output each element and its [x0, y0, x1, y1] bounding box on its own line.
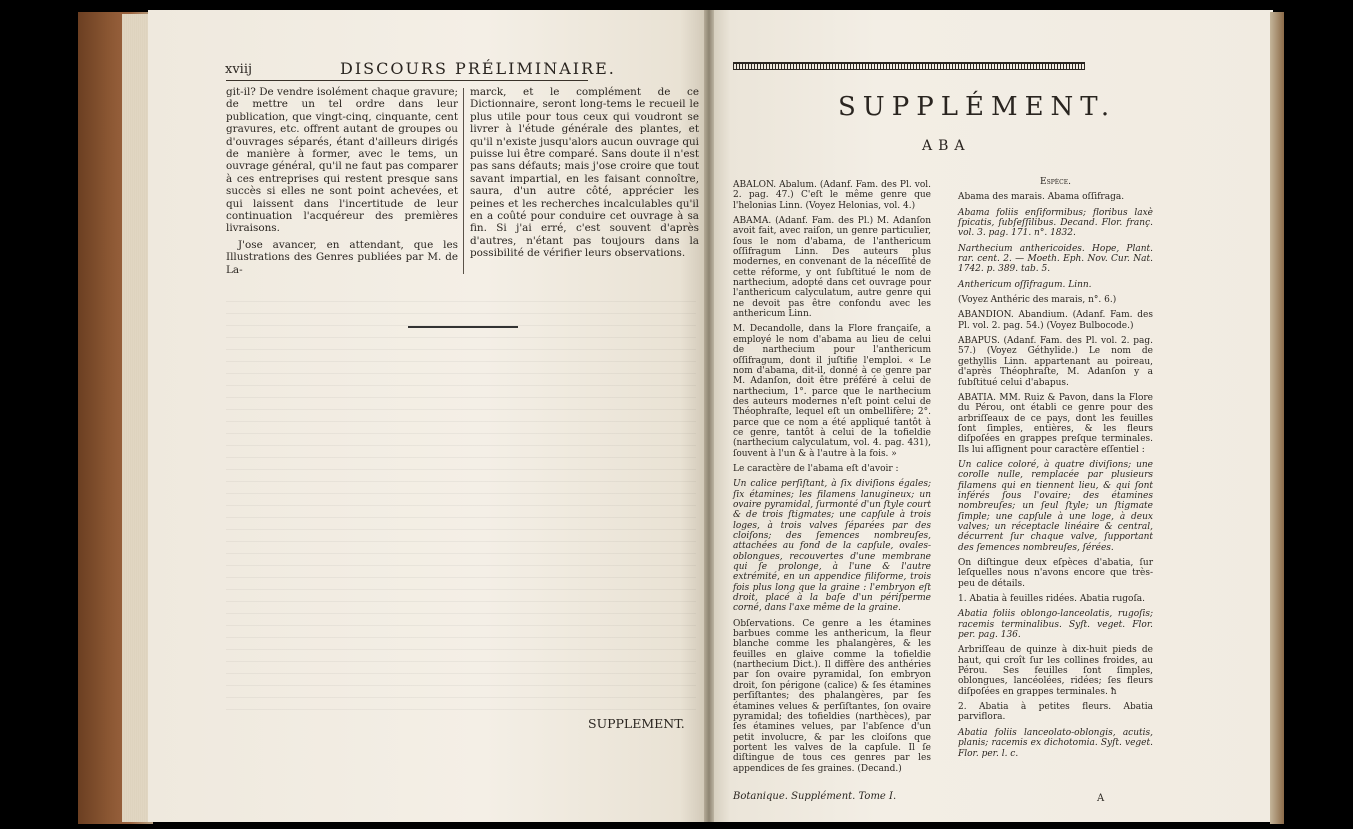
paragraph: 2. Abatia à petites fleurs. Abatia parviflora.	[958, 702, 1153, 723]
left-column-2	[470, 86, 699, 264]
species-heading: Espèce.	[1040, 177, 1071, 187]
paragraph: git-il? De vendre isolément chaque gravure; de mettre un tel ordre dans leur publication, que vingt-cinq, cinquante, cent gravures, etc. offrent autant de groupes ou d'ouvrages séparés, étant d'ailleurs dirigés de manière à former, avec le tems, un ouvrage général, qu'il ne faut pas comparer à ces entreprises qui restent presque sans succès si elles ne sont point achevées, et qui laissent dans l'incertitude de leur continuation l'acquéreur des premières livraisons.	[226, 86, 458, 235]
paragraph: marck, et le complément de ce Dictionnaire, seront long-tems le recueil le plus utile pour tous ceux qui voudront se livrer à l'étude générale des plantes, et qu'il n'existe jusqu'alors aucun ouvrage qui puisse lui être comparé. Sans doute il n'est pas sans défauts; mais j'ose croire que tout savant impartial, en les faisant connoître, saura, d'un autre côté, apprécier les peines et les recherches incalculables qu'il en a coûté pour conduire cet ouvrage à sa fin. Si j'ai erré, c'est souvent d'après d'autres, n'étant pas toujours dans la possibilité de vérifier leurs observations.	[470, 86, 699, 260]
paragraph: Un calice perſiſtant, à ſix diviſions égales; ſix étamines; les filamens lanugineux; un ovaire pyramidal, ſurmonté d'un ſtyle court & de trois ſtigmates; une capſule à trois loges, à trois valves ſéparées par des cloiſons; des ſemences nombreuſes, attachées au fond de la capſule, ovales-oblongues, recouvertes d'une membrane qui ſe prolonge, à l'une & l'autre extrémité, en un appendice filiforme, trois fois plus long que la graine : l'embryon eſt droit, placé à la baſe d'un périſperme corné, dans l'axe même de la graine.	[733, 479, 931, 614]
paragraph: Narthecium anthericoides. Hope, Plant. rar. cent. 2. — Moeth. Eph. Nov. Cur. Nat. 1742. p. 389. tab. 5.	[958, 243, 1153, 275]
paragraph: Le caractère de l'abama eſt d'avoir :	[733, 463, 899, 474]
page-title: SUPPLÉMENT.	[838, 92, 1117, 122]
paragraph: On diſtingue deux eſpèces d'abatia, ſur leſquelles nous n'avons encore que très-peu de détails.	[958, 558, 1153, 589]
entry-abalon: ABALON. Abalum. (Adanf. Fam. des Pl. vol. 2. pag. 47.) C'eſt le même genre que l'helonias Linn. (Voyez Helonias, vol. 4.)	[733, 180, 931, 211]
paragraph: Abatia foliis lanceolato-oblongis, acutis, planis; racemis ex dichotomia. Syſt. veget. Flor. per. l. c.	[958, 727, 1153, 759]
right-column-2	[958, 177, 1153, 764]
section-heading: ABA	[922, 138, 971, 154]
left-column-1	[226, 86, 458, 280]
show-through-text	[226, 290, 696, 710]
paragraph: Abatia foliis oblongo-lanceolatis, rugoſis; racemis terminalibus. Syſt. veget. Flor. per. pag. 136.	[958, 609, 1153, 641]
right-column-1	[733, 180, 931, 779]
signature-mark: A	[1097, 793, 1105, 804]
book-cover-right	[1270, 12, 1284, 824]
catchword: SUPPLEMENT.	[588, 716, 685, 731]
end-rule	[408, 326, 518, 328]
entry-abatia: ABATIA. MM. Ruiz & Pavon, dans la Flore du Pérou, ont établi ce genre pour des arbriſſeaux de ce pays, dont les feuilles ſont ſimples, entières, & les fleurs diſpoſées en grappes preſque terminales. Ils lui aſſignent pour caractère eſſentiel :	[958, 392, 1153, 455]
ornamental-band	[733, 62, 1085, 70]
paragraph: Un calice coloré, à quatre diviſions; une corolle nulle, remplacée par plusieurs filamens qui en tiennent lieu, & qui ſont inférés ſous l'ovaire; des étamines nombreuſes; un ſeul ſtyle; un ſtigmate ſimple; une capſule à une loge, à deux valves; un réceptacle linéaire & central, décurrent ſur chaque valve, ſupportant des ſemences nombreuſes, ſérées.	[958, 459, 1153, 553]
header-rule	[226, 80, 588, 81]
entry-abama: ABAMA. (Adanf. Fam. des Pl.) M. Adanſon avoit fait, avec raiſon, un genre particulier, ſous le nom d'abama, de l'anthericum oſſifragum Linn. Des auteurs plus modernes, en convenant de la néceſſité de cette réforme, y ont ſubſtitué le nom de narthecium, adopté dans cet ouvrage pour l'anthericum calyculatum, autre genre qui ne devoit pas être confondu avec les anthericum Linn.	[733, 216, 931, 320]
paragraph: 1. Abatia à feuilles ridées. Abatia rugoſa.	[958, 594, 1146, 605]
book-spine	[704, 10, 714, 822]
paragraph: J'ose avancer, en attendant, que les Illustrations des Genres publiées par M. de La-	[226, 238, 458, 276]
paragraph: Obſervations. Ce genre a les étamines barbues comme les anthericum, la fleur blanche comme les phalangères, & les feuilles en glaive comme la tofieldie (narthecium Dict.). Il diffère des anthéries par ſon ovaire pyramidal, ſon embryon droit, ſon périgone (calice) & ſes étamines perſiſtantes; des phalangères, par ſes étamines velues & perſiſtantes, ſon ovaire pyramidal; des tofieldies (narthèces), par ſes étamines velues, par l'abſence d'un petit involucre, & par les cloiſons que portent les valves de la capſule. Il ſe diſtingue de tous ces genres par les appendices de ſes graines. (Decand.)	[733, 618, 931, 774]
paragraph: M. Decandolle, dans la Flore françaiſe, a employé le nom d'abama au lieu de celui de narthecium pour l'anthericum oſſifragum, dont il juſtifie l'emploi. « Le nom d'abama, dit-il, donné à ce genre par M. Adanſon, doit être préféré à celui de narthecium, 1°. parce que le narthecium des auteurs modernes n'eſt point celui de Théophraſte, lequel eſt un ombellifère; 2°. parce que ce nom a été appliqué tantôt à ce genre, tantôt à celui de la tofieldie (narthecium calyculatum, vol. 4. pag. 431), ſouvent à l'un & à l'autre à la fois. »	[733, 324, 931, 459]
paragraph: Arbriſſeau de quinze à dix-huit pieds de haut, qui croît ſur les collines froides, au Pérou. Ses feuilles ſont ſimples, oblongues, lancéolées, ridées; ſes fleurs diſpoſées en grappes terminales. ħ	[958, 645, 1153, 697]
paragraph: Abama foliis enſiformibus; floribus laxè ſpicatis, ſubſeſſilibus. Decand. Flor. franç. vol. 3. pag. 171. n°. 1832.	[958, 207, 1153, 239]
page-footer: Botanique. Supplément. Tome I.	[733, 791, 897, 802]
paragraph: (Voyez Anthéric des marais, n°. 6.)	[958, 295, 1117, 306]
paragraph: Anthericum oſſifragum. Linn.	[958, 279, 1092, 290]
paragraph: Abama des marais. Abama oſſifraga.	[958, 192, 1125, 203]
entry-abapus: ABAPUS. (Adanf. Fam. des Pl. vol. 2. pag. 57.) (Voyez Géthylide.) Le nom de gethyllis Linn. appartenant au poireau, d'après Théophraſte, M. Adanſon y a ſubſtitué celui d'abapus.	[958, 336, 1153, 388]
column-divider	[463, 88, 464, 274]
running-head: DISCOURS PRÉLIMINAIRE.	[340, 59, 616, 78]
entry-abandion: ABANDION. Abandium. (Adanf. Fam. des Pl. vol. 2. pag. 54.) (Voyez Bulbocode.)	[958, 310, 1153, 331]
page-number: xviij	[225, 62, 253, 77]
